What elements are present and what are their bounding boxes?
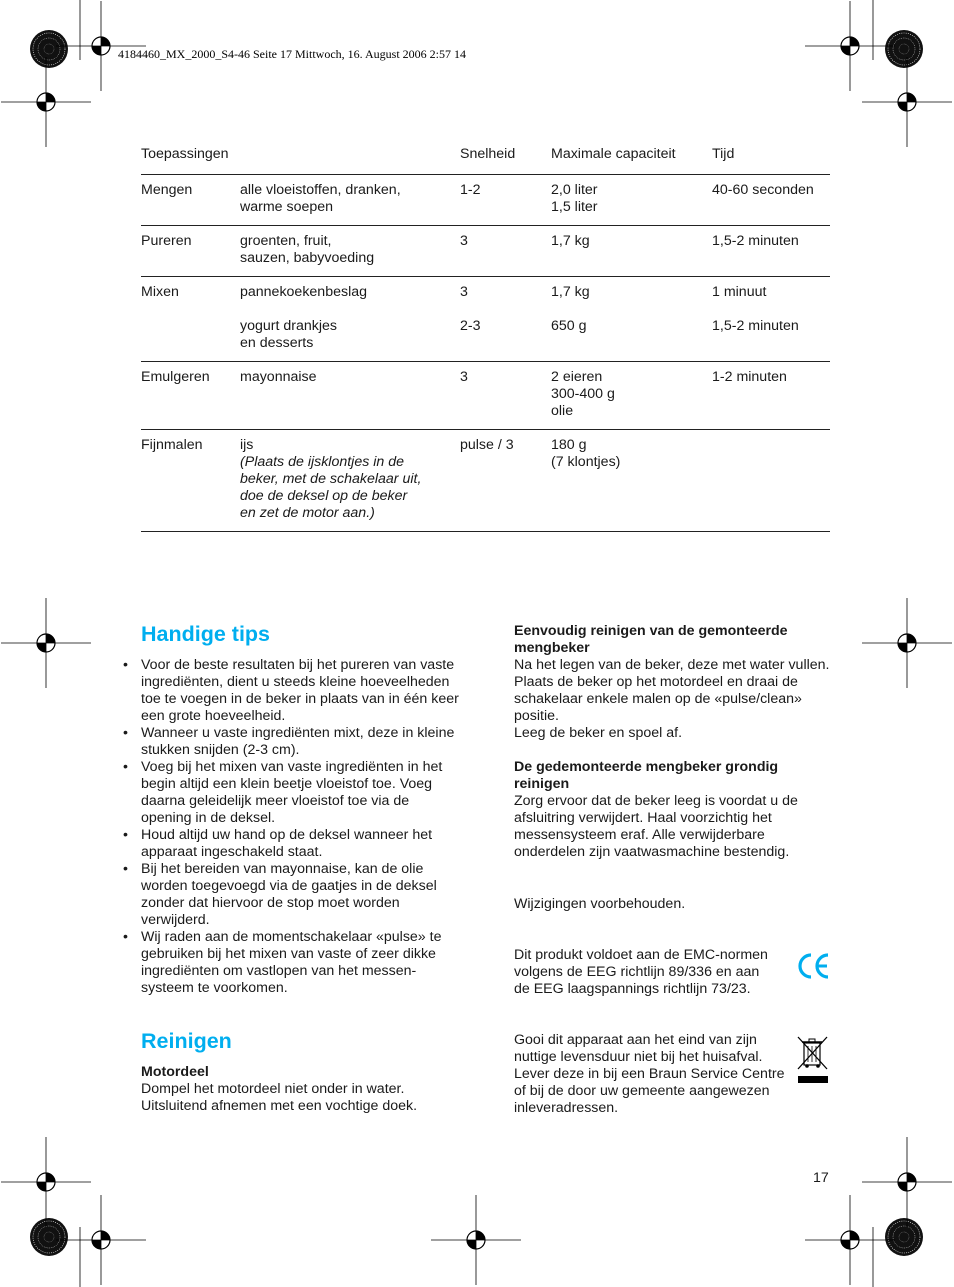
table-row: [141, 175, 830, 226]
list-item: • Houd altijd uw hand op de deksel wanneer het apparaat ingeschakeld staat.: [141, 827, 463, 861]
easy-clean-text-2: Leeg de beker en spoel af.: [514, 725, 683, 741]
row-speed: pulse / 3: [460, 437, 514, 453]
row-items: groenten, fruit, sauzen, babyvoeding: [240, 233, 375, 266]
table-row: [141, 277, 830, 362]
emc-notice: Dit produkt voldoet aan de EMC-normen volgens de EEG richtlijn 89/336 en aan de EEG laagspannings richtlijn 73/23.: [514, 947, 768, 997]
row-speed: 3: [460, 369, 468, 385]
disposal-notice: Gooi dit apparaat aan het eind van zijn nuttige levensduur niet bij het huisafval. Lever deze in bij een Braun Service Centre of bij de door uw gemeente aangewezen inleveradressen.: [514, 1032, 785, 1116]
crossed-bin-icon: [795, 1034, 831, 1086]
table-row: [141, 430, 830, 532]
ce-mark-icon: [794, 947, 832, 985]
list-item: • Wanneer u vaste ingrediënten mixt, deze in kleine stukken snijden (2-3 cm).: [141, 725, 463, 759]
row-time: 1,5-2 minuten: [712, 233, 799, 249]
print-header: 4184460_MX_2000_S4-46 Seite 17 Mittwoch, 16. August 2006 2:57 14: [118, 47, 467, 61]
row-capacity: 2 eieren 300-400 g olie: [551, 369, 615, 419]
row-note: (Plaats de ijsklontjes in de: [240, 454, 405, 470]
motor-text: Dompel het motordeel niet onder in water. Uitsluitend afnemen met een vochtige doek.: [141, 1081, 418, 1114]
row-time: 1 minuut 1,5-2 minuten: [712, 284, 799, 334]
row-category: Pureren: [141, 233, 192, 249]
easy-clean-text: Na het legen van de beker, deze met water vullen. Plaats de beker op het motordeel en draai de schakelaar enkele malen op de «pulse/clean» positie.: [514, 657, 830, 724]
row-speed: 3: [460, 233, 468, 249]
list-item: • Voeg bij het mixen van vaste ingrediënten in het begin altijd een klein beetje vloeistof toe. Voeg daarna geleidelijk meer vloeistof toe via de opening in de deksel.: [141, 759, 463, 827]
row-category: Mixen: [141, 284, 179, 300]
left-column: [141, 620, 463, 1115]
applications-table: [141, 146, 830, 532]
row-category: Fijnmalen: [141, 437, 203, 453]
deep-clean-heading: De gedemonteerde mengbeker grondig reinigen: [514, 759, 779, 792]
cleaning-heading: Reinigen: [141, 1029, 232, 1053]
row-time: 40-60 seconden: [712, 182, 814, 198]
list-item: • Wij raden aan de momentschakelaar «pulse» te gebruiken bij het mixen van vaste of zeer dikke ingrediënten om vastlopen van het messen-systeem te voorkomen.: [141, 929, 463, 997]
row-category: Mengen: [141, 182, 193, 198]
header-time: Tijd: [712, 146, 735, 162]
row-capacity: 1,7 kg 650 g: [551, 284, 590, 334]
header-capacity: Maximale capaciteit: [551, 146, 676, 162]
table-row: [141, 226, 830, 277]
row-items: mayonnaise: [240, 369, 317, 385]
tips-list: [141, 657, 463, 997]
right-column: [514, 623, 830, 861]
row-category: Emulgeren: [141, 369, 210, 385]
row-capacity: 180 g (7 klontjes): [551, 437, 621, 470]
row-items: ijs (Plaats de ijsklontjes in de beker, met de schakelaar uit, doe de deksel op de beker en zet de motor aan.): [240, 437, 455, 522]
row-speed: 1-2: [460, 182, 481, 198]
header-speed: Snelheid: [460, 146, 516, 162]
table-header: [141, 146, 830, 175]
page-number: 17: [813, 1170, 829, 1186]
tips-heading: Handige tips: [141, 622, 271, 646]
easy-clean-heading: Eenvoudig reinigen van de gemonteerde mengbeker: [514, 623, 788, 656]
row-capacity: 1,7 kg: [551, 233, 590, 249]
row-items: alle vloeistoffen, dranken, warme soepen: [240, 182, 401, 215]
row-items: pannekoekenbeslag yogurt drankjes en desserts: [240, 284, 368, 351]
list-item: • Bij het bereiden van mayonnaise, kan de olie worden toegevoegd via de gaatjes in de deksel zonder dat hiervoor de stop moet worden verwijderd.: [141, 861, 463, 929]
deep-clean-text: Zorg ervoor dat de beker leeg is voordat u de afsluitring verwijdert. Haal voorzichtig het messensysteem eraf. Alle verwijderbare onderdelen zijn vaatwasmachine bestendig.: [514, 793, 798, 860]
motor-heading: Motordeel: [141, 1064, 209, 1080]
row-capacity: 2,0 liter 1,5 liter: [551, 182, 598, 215]
row-time: 1-2 minuten: [712, 369, 787, 385]
header-applications: Toepassingen: [141, 146, 229, 162]
row-speed: 3 2-3: [460, 284, 481, 334]
table-row: [141, 362, 830, 430]
list-item: • Voor de beste resultaten bij het pureren van vaste ingrediënten, dient u steeds kleine hoeveelheden toe te voegen in de beker in plaats van in één keer een grote hoeveelheid.: [141, 657, 463, 725]
changes-notice: Wijzigingen voorbehouden.: [514, 896, 686, 912]
